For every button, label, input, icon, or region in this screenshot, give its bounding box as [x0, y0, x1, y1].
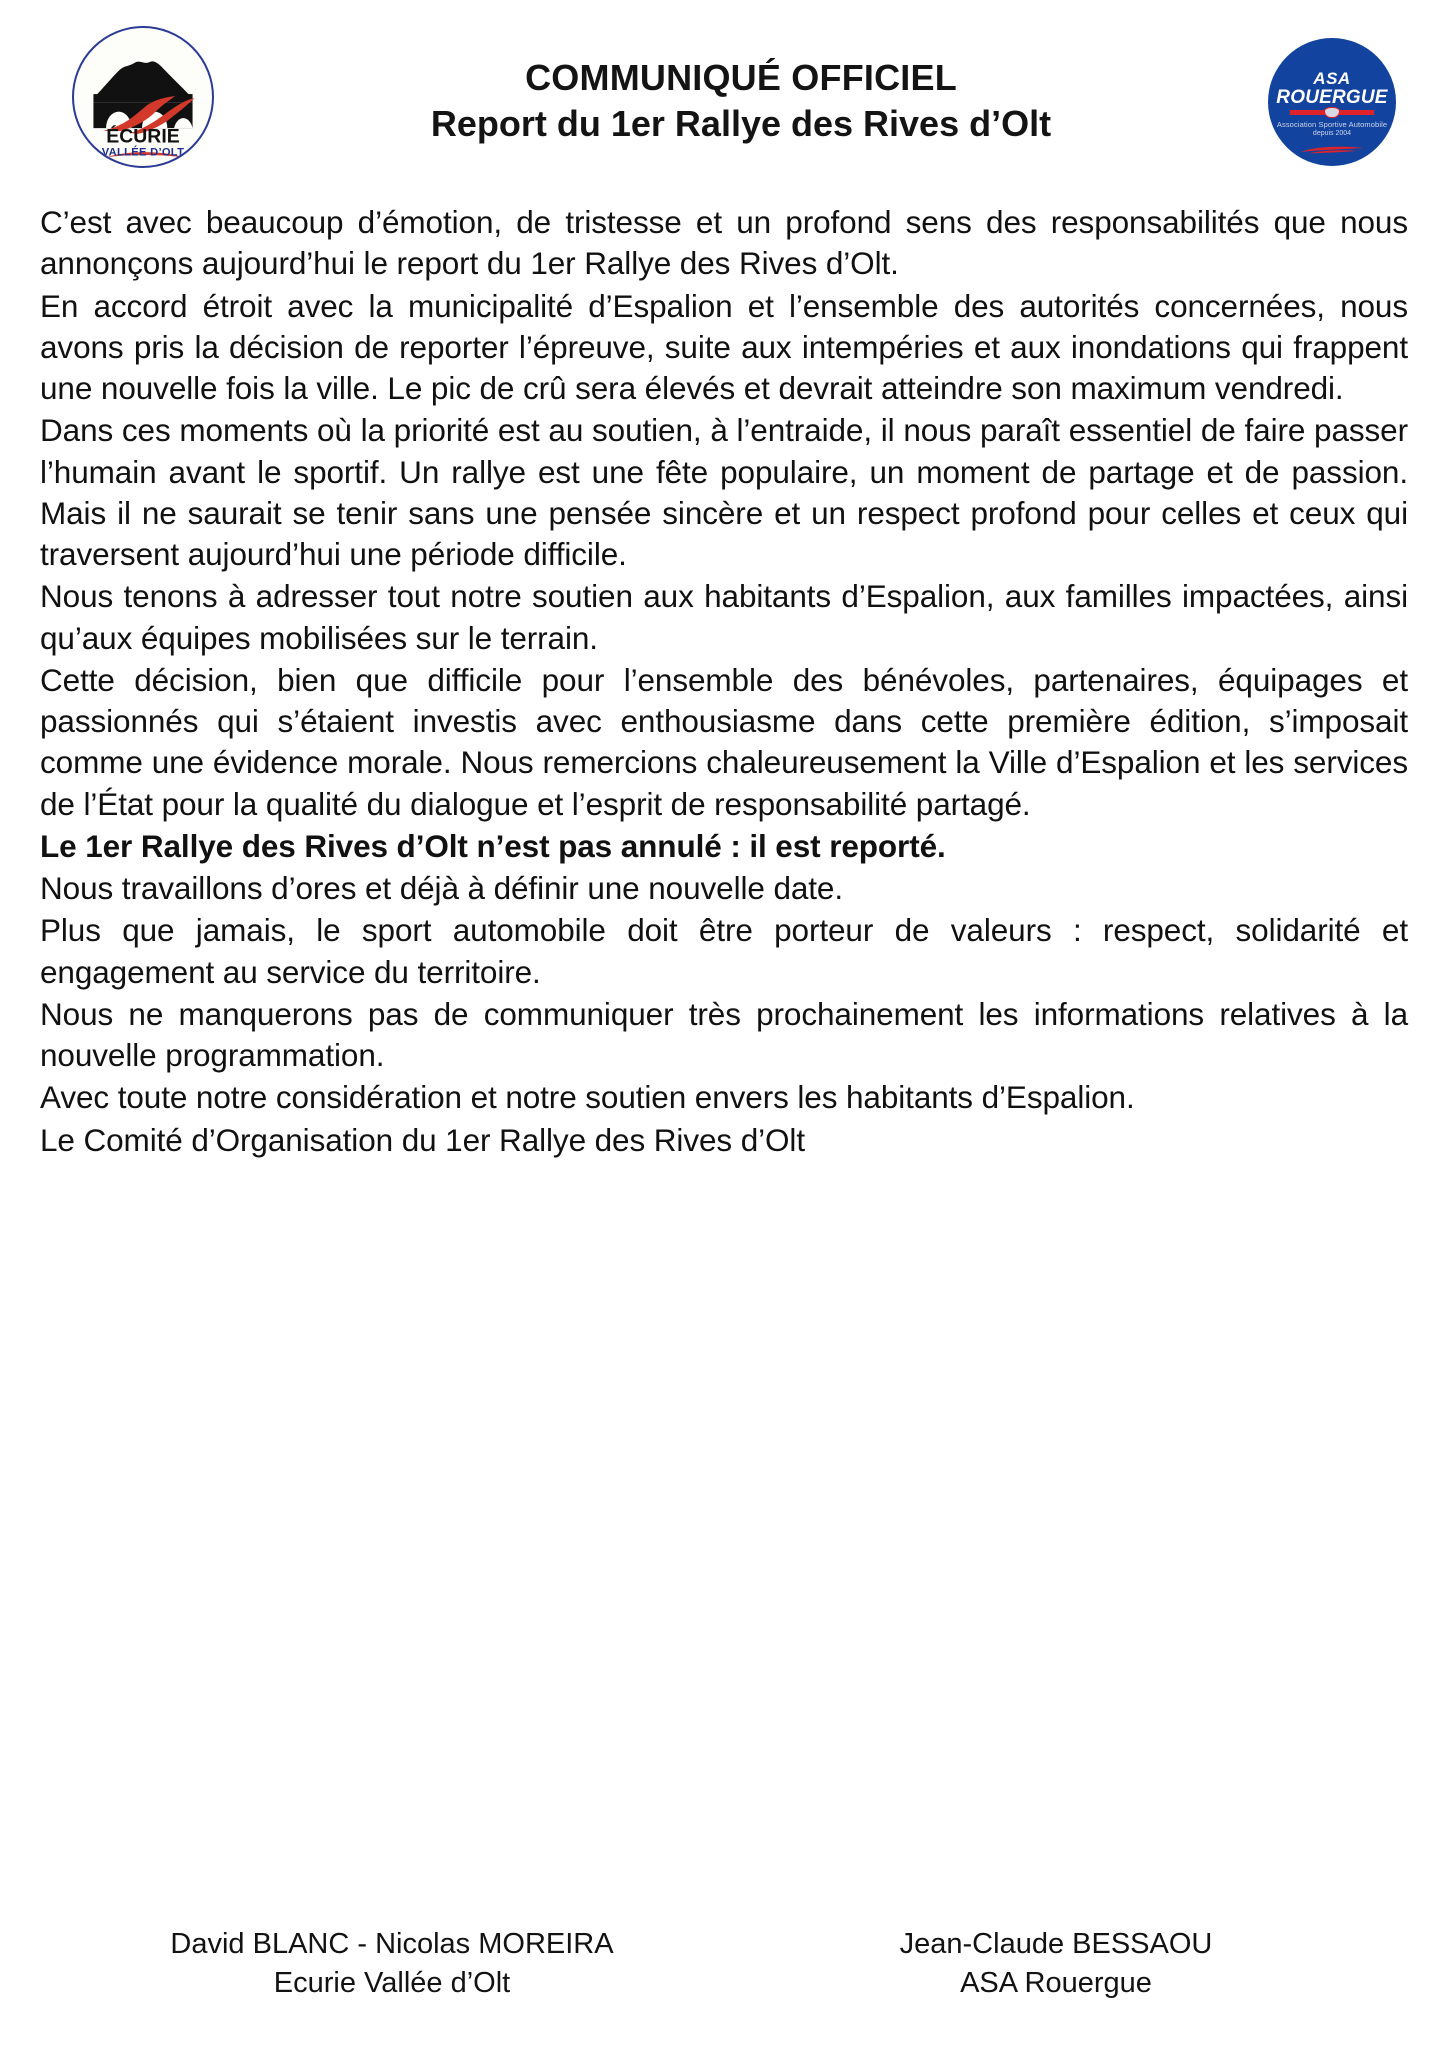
paragraph: Cette décision, bien que difficile pour l’ensemble des bénévoles, partenaires, équipages et passionnés qui s’étaient investis avec enthousiasme dans cette première édition, s’imposait comme une évidence morale. Nous remercions chaleureusement la Ville d’Espalion et les services de l’État pour la qualité du dialogue et l’esprit de responsabilité partagé. — [40, 661, 1408, 822]
asa-logo-swoosh-icon — [1299, 141, 1365, 150]
asa-logo-since: depuis 2004 — [1312, 130, 1352, 138]
paragraph: Nous travaillons d’ores et déjà à définir une nouvelle date. — [40, 870, 844, 906]
signature-left — [60, 1925, 724, 2002]
paragraph: Nous tenons à adresser tout notre soutien aux habitants d’Espalion, aux familles impactées, ainsi qu’aux équipes mobilisées sur le terrain. — [40, 578, 1408, 656]
signature-organisation: ASA Rouergue — [960, 1966, 1152, 1999]
paragraph: Nous ne manquerons pas de communiquer très prochainement les informations relatives à la nouvelle programmation. — [40, 995, 1408, 1073]
signature-block — [0, 1925, 1448, 2002]
ecurie-vallee-dolt-logo — [72, 26, 214, 168]
paragraph: C’est avec beaucoup d’émotion, de tristesse et un profond sens des responsabilités que nous annonçons aujourd’hui le report du 1er Rallye des Rives d’Olt. — [40, 204, 1408, 282]
asa-logo-subtitle: Association Sportive Automobile — [1276, 120, 1388, 130]
paragraph: Dans ces moments où la priorité est au soutien, à l’entraide, il nous paraît essentiel de faire passer l’humain avant le sportif. Un rallye est une fête populaire, un moment de partage et de passion. Mais il ne saurait se tenir sans une pensée sincère et un respect profond pour celles et ceux qui traversent aujourd’hui une période difficile. — [40, 412, 1408, 572]
asa-logo-bar-icon — [1290, 110, 1374, 115]
ecurie-logo-graphic — [74, 28, 212, 166]
signature-organisation: Ecurie Vallée d’Olt — [273, 1966, 511, 1999]
asa-rouergue-logo — [1268, 38, 1396, 166]
signature-name: David BLANC - Nicolas MOREIRA — [170, 1928, 614, 1961]
ecurie-logo-text-bottom: VALLÉE D’OLT — [101, 146, 185, 159]
paragraph-highlight: Le 1er Rallye des Rives d’Olt n’est pas annulé : il est reporté. — [40, 827, 946, 864]
paragraph: Avec toute notre considération et notre soutien envers les habitants d’Espalion. — [40, 1079, 1135, 1116]
ecurie-logo-text-top: ÉCURIE — [106, 125, 180, 148]
document-body — [0, 160, 1448, 1161]
asa-logo-line1: ASA — [1313, 68, 1351, 88]
signature-name: Jean-Claude BESSAOU — [899, 1928, 1213, 1961]
asa-logo-line2: ROUERGUE — [1276, 86, 1388, 108]
paragraph: En accord étroit avec la municipalité d’Espalion et l’ensemble des autorités concernées, nous avons pris la décision de reporter l’épreuve, suite aux intempéries et aux inondations qui frappent une nouvelle fois la ville. Le pic de crû sera élevés et devrait atteindre son maximum vendredi. — [40, 287, 1408, 406]
paragraph: Plus que jamais, le sport automobile doit être porteur de valeurs : respect, solidarité et engagement au service du territoire. — [40, 912, 1408, 990]
title-line-subject: Report du 1er Rallye des Rives d’Olt — [430, 103, 1052, 145]
paragraph-signature-committee: Le Comité d’Organisation du 1er Rallye des Rives d’Olt — [40, 1121, 805, 1158]
document-header — [0, 0, 1448, 160]
signature-right — [724, 1925, 1388, 2002]
title-line-communique: COMMUNIQUÉ OFFICIEL — [525, 57, 957, 98]
page-title — [224, 26, 1258, 146]
